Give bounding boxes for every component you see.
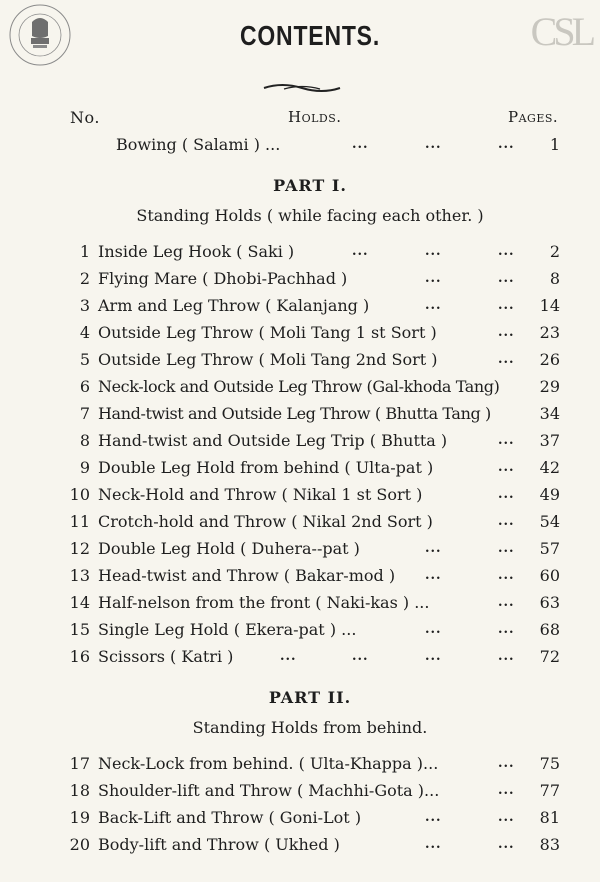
toc-row [0, 620, 600, 642]
toc-item-number: 6 [79, 377, 90, 396]
toc-item-number: 10 [69, 485, 90, 504]
toc-leader: ... [498, 244, 515, 259]
toc-entry-text: Back-Lift and Throw ( Goni-Lot ) [98, 808, 362, 827]
toc-entry-text: Shoulder-lift and Throw ( Machhi-Gota )... [98, 781, 440, 800]
toc-leader: ... [352, 137, 369, 152]
toc-leader: ... [498, 460, 515, 475]
toc-row [0, 431, 600, 453]
toc-leader: ... [280, 649, 297, 664]
toc-row [0, 485, 600, 507]
toc-leader: ... [425, 810, 442, 825]
toc-item-number: 1 [79, 242, 90, 261]
toc-leader: ... [498, 837, 515, 852]
toc-row [0, 242, 600, 264]
toc-leader: ... [498, 433, 515, 448]
toc-item-number: 14 [69, 593, 90, 612]
part-1-title: PART I. [273, 176, 347, 195]
toc-entry-text: Double Leg Hold from behind ( Ulta-pat ) [98, 458, 434, 477]
toc-page-number: 14 [539, 296, 560, 315]
toc-page-number: 29 [539, 377, 560, 396]
toc-leader: ... [498, 756, 515, 771]
toc-page-number: 72 [539, 647, 560, 666]
toc-leader: ... [498, 568, 515, 583]
toc-item-number: 9 [79, 458, 90, 477]
toc-page-number: 23 [539, 323, 560, 342]
toc-entry-text: Inside Leg Hook ( Saki ) [98, 242, 295, 261]
toc-entry-text: Body-lift and Throw ( Ukhed ) [98, 835, 340, 854]
toc-leader: ... [498, 487, 515, 502]
toc-item-number: 15 [69, 620, 90, 639]
toc-leader: ... [498, 783, 515, 798]
toc-leader: ... [352, 649, 369, 664]
toc-item-number: 16 [69, 647, 90, 666]
toc-item-number: 3 [79, 296, 90, 315]
toc-entry-text: Half-nelson from the front ( Naki-kas ) ... [98, 593, 430, 612]
column-header-pages: Pages. [508, 108, 559, 126]
toc-leader: ... [498, 541, 515, 556]
toc-leader: ... [498, 514, 515, 529]
toc-item-number: 20 [69, 835, 90, 854]
toc-entry-text: Flying Mare ( Dhobi-Pachhad ) [98, 269, 348, 288]
toc-row [0, 539, 600, 561]
toc-row [0, 754, 600, 776]
toc-row [0, 808, 600, 830]
toc-page-number: 2 [549, 242, 560, 261]
toc-leader: ... [498, 298, 515, 313]
part-1-subtitle: Standing Holds ( while facing each other. ) [136, 206, 484, 225]
toc-leader: ... [498, 649, 515, 664]
toc-leader: ... [425, 622, 442, 637]
toc-item-number: 19 [69, 808, 90, 827]
toc-leader: ... [425, 837, 442, 852]
toc-page-number: 81 [539, 808, 560, 827]
toc-item-number: 4 [79, 323, 90, 342]
toc-row [0, 512, 600, 534]
toc-row-intro [0, 135, 600, 157]
toc-leader: ... [498, 352, 515, 367]
toc-entry-text: Hand-twist and Outside Leg Trip ( Bhutta ) [98, 431, 448, 450]
toc-page-number: 75 [539, 754, 560, 773]
toc-leader: ... [498, 137, 515, 152]
toc-leader: ... [425, 568, 442, 583]
toc-page-number: 34 [539, 404, 560, 423]
toc-item-number: 5 [79, 350, 90, 369]
toc-page-number: 68 [539, 620, 560, 639]
toc-page-number: 54 [539, 512, 560, 531]
toc-row [0, 593, 600, 615]
csl-watermark: CSL [530, 9, 592, 54]
toc-page-number: 83 [539, 835, 560, 854]
toc-page-number: 49 [539, 485, 560, 504]
toc-page-number: 63 [539, 593, 560, 612]
toc-entry-text: Arm and Leg Throw ( Kalanjang ) [98, 296, 370, 315]
toc-entry-text: Neck-Hold and Throw ( Nikal 1 st Sort ) [98, 485, 423, 504]
toc-leader: ... [425, 244, 442, 259]
toc-row [0, 377, 600, 399]
toc-leader: ... [498, 271, 515, 286]
page-title: CONTENTS. [239, 20, 381, 51]
toc-row [0, 323, 600, 345]
toc-page-number: 57 [539, 539, 560, 558]
toc-leader: ... [498, 810, 515, 825]
toc-entry-text: Single Leg Hold ( Ekera-pat ) ... [98, 620, 357, 639]
toc-leader: ... [425, 649, 442, 664]
toc-page-number: 60 [539, 566, 560, 585]
toc-row [0, 458, 600, 480]
toc-page-number: 26 [539, 350, 560, 369]
toc-leader: ... [498, 595, 515, 610]
toc-page-number: 8 [549, 269, 560, 288]
toc-leader: ... [425, 271, 442, 286]
toc-row [0, 296, 600, 318]
toc-leader: ... [425, 137, 442, 152]
toc-entry-text: Bowing ( Salami ) ... [116, 135, 281, 154]
toc-entry-text: Scissors ( Katri ) [98, 647, 234, 666]
toc-entry-text: Neck-Lock from behind. ( Ulta-Khappa )... [98, 754, 439, 773]
toc-item-number: 13 [69, 566, 90, 585]
toc-page-number: 77 [539, 781, 560, 800]
toc-item-number: 12 [69, 539, 90, 558]
toc-page-number: 1 [549, 135, 560, 154]
toc-item-number: 7 [79, 404, 90, 423]
toc-row [0, 781, 600, 803]
part-2-title: PART II. [268, 688, 352, 707]
toc-row [0, 404, 600, 426]
toc-item-number: 17 [69, 754, 90, 773]
ornament-divider-icon [262, 80, 342, 94]
toc-leader: ... [352, 244, 369, 259]
toc-entry-text: Outside Leg Throw ( Moli Tang 1 st Sort ) [98, 323, 437, 342]
toc-page-number: 37 [539, 431, 560, 450]
toc-row [0, 835, 600, 857]
toc-entry-text: Outside Leg Throw ( Moli Tang 2nd Sort ) [98, 350, 438, 369]
toc-row [0, 350, 600, 372]
part-2-subtitle: Standing Holds from behind. [192, 718, 428, 737]
toc-entry-text: Head-twist and Throw ( Bakar-mod ) [98, 566, 396, 585]
toc-item-number: 2 [79, 269, 90, 288]
toc-entry-text: Hand-twist and Outside Leg Throw ( Bhutta Tang ) [98, 404, 491, 423]
toc-item-number: 18 [69, 781, 90, 800]
column-header-no: No. [70, 108, 100, 127]
toc-row [0, 647, 600, 669]
toc-entry-text: Double Leg Hold ( Duhera--pat ) [98, 539, 360, 558]
toc-leader: ... [425, 541, 442, 556]
toc-page-number: 42 [539, 458, 560, 477]
toc-leader: ... [498, 325, 515, 340]
toc-item-number: 11 [69, 512, 90, 531]
toc-entry-text: Neck-lock and Outside Leg Throw (Gal-khoda Tang) [98, 377, 500, 396]
column-header-holds: Holds. [288, 108, 342, 126]
toc-leader: ... [498, 622, 515, 637]
toc-entry-text: Crotch-hold and Throw ( Nikal 2nd Sort ) [98, 512, 433, 531]
toc-leader: ... [425, 298, 442, 313]
toc-row [0, 566, 600, 588]
toc-item-number: 8 [79, 431, 90, 450]
toc-row [0, 269, 600, 291]
